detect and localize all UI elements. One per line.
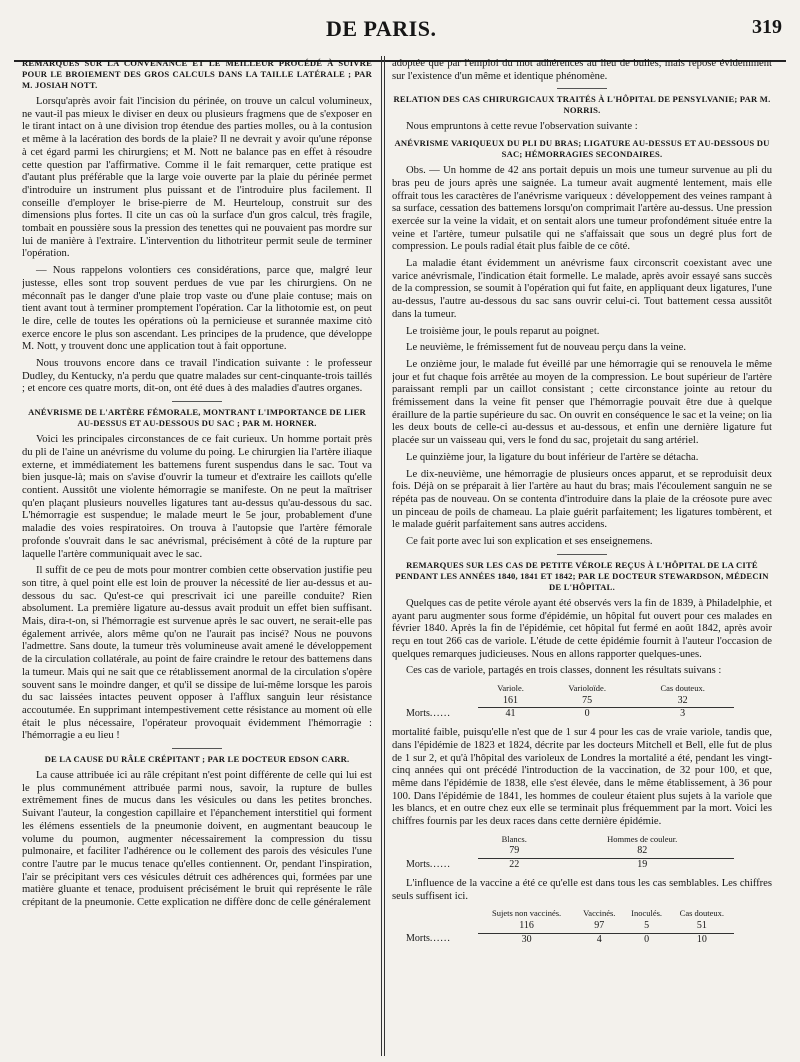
table-cell: 82 <box>550 845 734 858</box>
stats-table-vaccine <box>404 907 734 946</box>
column-header: Inoculés. <box>631 908 663 919</box>
table-cell: 30 <box>521 933 532 945</box>
column-divider <box>381 56 382 1056</box>
table-cell: 19 <box>637 859 648 871</box>
page-number: 319 <box>752 16 782 38</box>
stats-table-variole <box>404 682 734 721</box>
paragraph: — Nous rappelons volontiers ces considérations, parce que, malgré leur justesse, elles sont trop souvent perdues de vue par les chirurgiens. On ne méconnaît pas le danger d'une plaie trop vaste ou d'une plaie contuse; mais on tient avant tout à terminer promptement l'opération. Car la lithotomie est, on peut le dire, celle de toutes les opérations où la pernicieuse et surannée maxime citò exerce encore le plus son ascendant. Les principes de la prudence, que développe M. Nott, y trouvent donc une application tout à fait opportune. <box>22 265 372 353</box>
column-divider <box>384 56 385 1056</box>
paragraph: Le dix-neuvième, une hémorragie de plusieurs onces apparut, et se reproduisit deux fois. Déjà on se préparait à lier l'artère au haut du bras; mais l'écoulement sanguin ne se répéta pas de nouveau. On se contenta d'introduire dans la plaie de la créosote pure avec un pinceau de poils de chameau. La plaie guérit parfaitement; les ligatures tombèrent, et le malade guérit parfaitement sans autres accidens. <box>392 468 772 531</box>
case-subtitle: ANÉVRISME VARIQUEUX DU PLI DU BRAS; LIGATURE AU-DESSUS ET AU-DESSOUS DU SAC; HÉMORRAGIES SECONDAIRES. <box>394 138 770 160</box>
page-header <box>0 16 800 46</box>
column-header: Hommes de couleur. <box>607 833 678 844</box>
stats-table-races <box>404 833 734 872</box>
column-header: Blancs. <box>501 833 527 844</box>
section-separator <box>557 88 607 89</box>
table-cell: 5 <box>623 920 669 933</box>
article-title: RELATION DES CAS CHIRURGICAUX TRAITÉS À L'HÔPITAL DE PENSYLVANIE; PAR M. NORRIS. <box>393 94 771 116</box>
paragraph: La cause attribuée ici au râle crépitant n'est point différente de celle qui lui est le plus communément attribuée parmi nous, savoir, la rupture de bulles extrêmement fines de mucus dans les vésicules ou dans les petites bronches. Suivant l'auteur, la congestion capillaire et l'épanchement interstitiel qui forment les élémens essentiels de la pneumonie doivent, en augmentant beaucoup le volume du poumon, augmenter nécessairement la compression du tissu pulmonaire, et faciliter l'adhérence ou le collement des parois des vésicules l'une contre l'autre par le mucus tenace qu'elles contiennent. Or, pendant l'inspiration, l'air se précipitant vers ces vésicules détruit ces adhérences qui, formées par une matière gluante et tenace, produisent précisément le bruit qui représente le râle crépitant de la pneumonie. Cette explication ne diffère donc de celle généralement <box>22 770 372 909</box>
paragraph: La maladie étant évidemment un anévrisme faux circonscrit coexistant avec une varice anévrismale, l'indication était formelle. Le malade, après avoir essayé sans succès de la compression, se soumit à l'opération qui fut faite, en appliquant deux ligatures, l'une au-dessus, l'autre au-dessous du sac sans ouvrir celui-ci. Tout battement cessa aussitôt dans la tumeur. <box>392 258 772 320</box>
table-cell: 0 <box>644 933 650 945</box>
table-cell: 97 <box>575 920 623 933</box>
table-cell: 0 <box>584 708 590 720</box>
column-header: Varioloïde. <box>568 683 606 694</box>
paragraph: Nous empruntons à cette revue l'observation suivante : <box>406 121 638 133</box>
paragraph: Ce fait porte avec lui son explication et ses enseignemens. <box>406 536 653 548</box>
article-title: REMARQUES SUR LES CAS DE PETITE VÉROLE REÇUS À L'HÔPITAL DE LA CITÉ PENDANT LES ANNÉES 1840, 1841 ET 1842; PAR LE DOCTEUR STEWARDSON, MÉDECIN DE L'HÔPITAL. <box>395 559 769 592</box>
section-separator <box>172 401 222 402</box>
column-header: Cas douteux. <box>679 908 725 919</box>
paragraph: Il suffit de ce peu de mots pour montrer combien cette observation justifie peu son titre, à quel point elle est loin de prouver la nécessité de lier au-dessus et au-dessous du sac. Qu'est-ce qui prescrivait ici une pareille conduite? Rien absolument. La première ligature au-dessus avait produit un effet bien suffisant. Mais, dira-t-on, si l'hémorragie est survenue après le sac ouvert, ne serait-elle pas également arrivée, alors même qu'on ne l'aurait pas incisé? Nous ne pouvons l'admettre. Sans doute, la tumeur très volumineuse avait amené le développement de la circulation collatérale, au point de faire craindre le retour des battemens dans la tumeur. Mais qui ne sait que ce rétablissement anormal de la circulation s'opère souvent sans le moindre danger, et qu'il se dissipe de lui-même lorsque les parois du sac laissées intactes peuvent opposer à l'afflux sanguin leur résistance accoutumée. En supprimant intempestivement cette résistance au moment où elle était le plus nécessaire, l'opérateur provoquait évidemment l'hémorragie : l'hémorragie a eu lieu ! <box>22 565 372 742</box>
right-column <box>392 58 772 1058</box>
row-label: Morts...... <box>406 858 451 870</box>
running-title: DE PARIS. <box>326 16 437 41</box>
paragraph: Le onzième jour, le malade fut éveillé par une hémorragie qui se renouvela le même jour et fut chaque fois arrêtée au moyen de la compression. Le bout supérieur de l'artère paraissant rempli par un caillot consistant ; cette circonstance jointe au retour du frémissement dans la veine fit penser que l'hémorragie pouvait être due à quelque éraillure de la partie supérieure du sac. On ouvrit en conséquence le sac et la veine; on lia les deux bouts de celle-ci au-dessus et au-dessous, et enfin une dernière ligature fut placée sur un vaisseau qui, vers le fond du sac, projetait du sang artériel. <box>392 358 772 447</box>
paragraph: Lorsqu'après avoir fait l'incision du périnée, on trouve un calcul volumineux, ne vaut-il pas mieux le diviser en deux ou plusieurs fragmens que de s'exposer en le tirant intact on à une division trop étendue des parties molles, ou à la contusion et même à la lacération des bords de la plaie? Il ne devrait y avoir qu'une réponse à cet égard parmi les chirurgiens; et M. Nott ne balance pas en effet à résoudre cette question par l'affirmative. Comme il le fait remarquer, cette pratique est d'autant plus préférable que la large voie ouverte par la plaie du périnée permet d'introduire un instrument plus puissant et de l'introduire plus facilement. Il conseille d'employer le brise-pierre de M. Heurteloup, construit sur des dimensions plus fortes. Il cite un cas où la surface d'un gros calcul, très fragile, tombait en poussière sous la pression des tenettes qui ne pouvaient pas mordre sur lui de manière à l'extraire. L'intervention du lithotriteur permit seule de terminer l'opération. <box>22 96 372 260</box>
paragraph: Voici les principales circonstances de ce fait curieux. Un homme portait près du pli de l'aine un anévrisme du volume du poing. Le chirurgien lia l'artère iliaque externe, et immédiatement les battemens furent suspendus dans le sac. Tout va bien jusque-là; mais on s'avise d'ouvrir la tumeur et d'extraire les caillots qu'elle contient. Aussitôt une violente hémorragie se manifeste. On ne peut la maîtriser qu'en plaçant plusieurs nouvelles ligatures tant au-dessus qu'au-dessous du sac. L'hémorragie est suspendue; le malade meurt le 5e jour, probablement d'une maladie des voies respiratoires. On trouva à l'autopsie que l'artère fémorale profonde s'ouvrait dans le sac anévrismal, précisément à côté de la rupture par laquelle l'artère communiquait avec le sac. <box>22 434 372 560</box>
section-separator <box>172 748 222 749</box>
column-header: Sujets non vaccinés. <box>491 908 562 919</box>
table-cell: 4 <box>596 933 602 945</box>
paragraph: mortalité faible, puisqu'elle n'est que de 1 sur 4 pour les cas de vraie variole, tandis que, dans l'épidémie de 1823 et 1824, décrite par les docteurs Mitchell et Bell, elle fut de plus de 1 sur 2, et qu'à l'hôpital des varioleux de Londres la mortalité a été, pendant les vingt-cinq années qui ont précédé l'introduction de la vaccination, de 32 pour 100, et que, même dans l'épidémie de 1838, elle s'est élevée, dans le même établissement, à 36 pour 100. Dans l'épidémie de 1841, les hommes de couleur étaient plus sujets à la variole que les blancs, et en outre chez eux elle se terminait plus fréquemment par la mort. Voici les chiffres fournis par les deux races dans cette dernière épidémie. <box>392 727 772 828</box>
row-label: Morts...... <box>406 933 451 945</box>
table-cell: 22 <box>509 859 520 871</box>
paragraph: Obs. — Un homme de 42 ans portait depuis un mois une tumeur survenue au pli du bras peu de jours après une saignée. La tumeur avait augmenté lentement, mais elle offrait tous les caractères de l'anévrisme variqueux : développement des veines rampant à sa surface, cessation des battemens lorsqu'on comprimait l'artère au-dessus. Une pression exercée sur la veine la vidait, et on sentait alors une tumeur profondément située entre la veine et l'artère, tumeur pulsatile qui ne s'affaissait que sous un degré plus fort de compression. Le pouls radial était plus faible de ce côté. <box>392 165 772 253</box>
column-header: Cas douteux. <box>660 683 705 694</box>
table-cell: 32 <box>631 695 734 708</box>
table-cell: 41 <box>505 708 516 720</box>
table-cell: 75 <box>543 695 631 708</box>
column-header: Variole. <box>497 683 524 694</box>
table-cell: 161 <box>478 695 543 708</box>
table-cell: 3 <box>680 708 686 720</box>
paragraph: Le quinzième jour, la ligature du bout inférieur de l'artère se détacha. <box>406 451 699 463</box>
paragraph: Nous trouvons encore dans ce travail l'indication suivante : le professeur Dudley, du Kentucky, n'a perdu que quatre malades sur cent-cinquante-trois taillés ; et encore ces quatre morts, dit-on, ont été dues à des maladies d'autres organes. <box>22 358 372 395</box>
article-title: ANÉVRISME DE L'ARTÈRE FÉMORALE, MONTRANT L'IMPORTANCE DE LIER AU-DESSUS ET AU-DESSOUS DU SAC ; PAR M. HORNER. <box>28 407 366 429</box>
paragraph: Ces cas de variole, partagés en trois classes, donnent les résultats suivans : <box>406 665 722 677</box>
left-column <box>22 58 372 1058</box>
table-cell: 10 <box>696 933 707 945</box>
table-cell: 79 <box>478 845 550 858</box>
paragraph: Quelques cas de petite vérole ayant été observés vers la fin de 1839, à Philadelphie, et ayant paru augmenter sous forme d'épidémie, un hôpital fut ouvert pour ces malades en février 1840. Après la fin de l'épidémie, cet hôpital fut fermé en août 1842, après avoir reçu en tout 266 cas de variole. L'étude de cette épidémie fournit à l'auteur l'occasion de quelques remarques judicieuses. Nous en allons rapporter quelques-unes. <box>392 597 772 660</box>
paragraph: Le troisième jour, le pouls reparut au poignet. <box>406 325 600 337</box>
column-header: Vaccinés. <box>583 908 616 919</box>
row-label: Morts...... <box>406 708 451 720</box>
paragraph: L'influence de la vaccine a été ce qu'elle est dans tous les cas semblables. Les chiffres seuls suffisent ici. <box>392 877 772 902</box>
paragraph: adoptée que par l'emploi du mot adhérences au lieu de bulles, mais repose évidemment sur l'existence d'un même et identique phénomène. <box>392 58 772 82</box>
article-title: REMARQUES SUR LA CONVENANCE ET LE MEILLEUR PROCÉDÉ À SUIVRE POUR LE BROIEMENT DES GROS CALCULS DANS LA TAILLE LATÉRALE ; PAR M. JOSIAH NOTT. <box>22 58 372 90</box>
table-cell: 51 <box>670 920 734 933</box>
paragraph: Le neuvième, le frémissement fut de nouveau perçu dans la veine. <box>406 342 687 354</box>
article-title: DE LA CAUSE DU RÂLE CRÉPITANT ; PAR LE DOCTEUR EDSON CARR. <box>44 754 350 765</box>
section-separator <box>557 554 607 555</box>
table-cell: 116 <box>478 920 575 933</box>
